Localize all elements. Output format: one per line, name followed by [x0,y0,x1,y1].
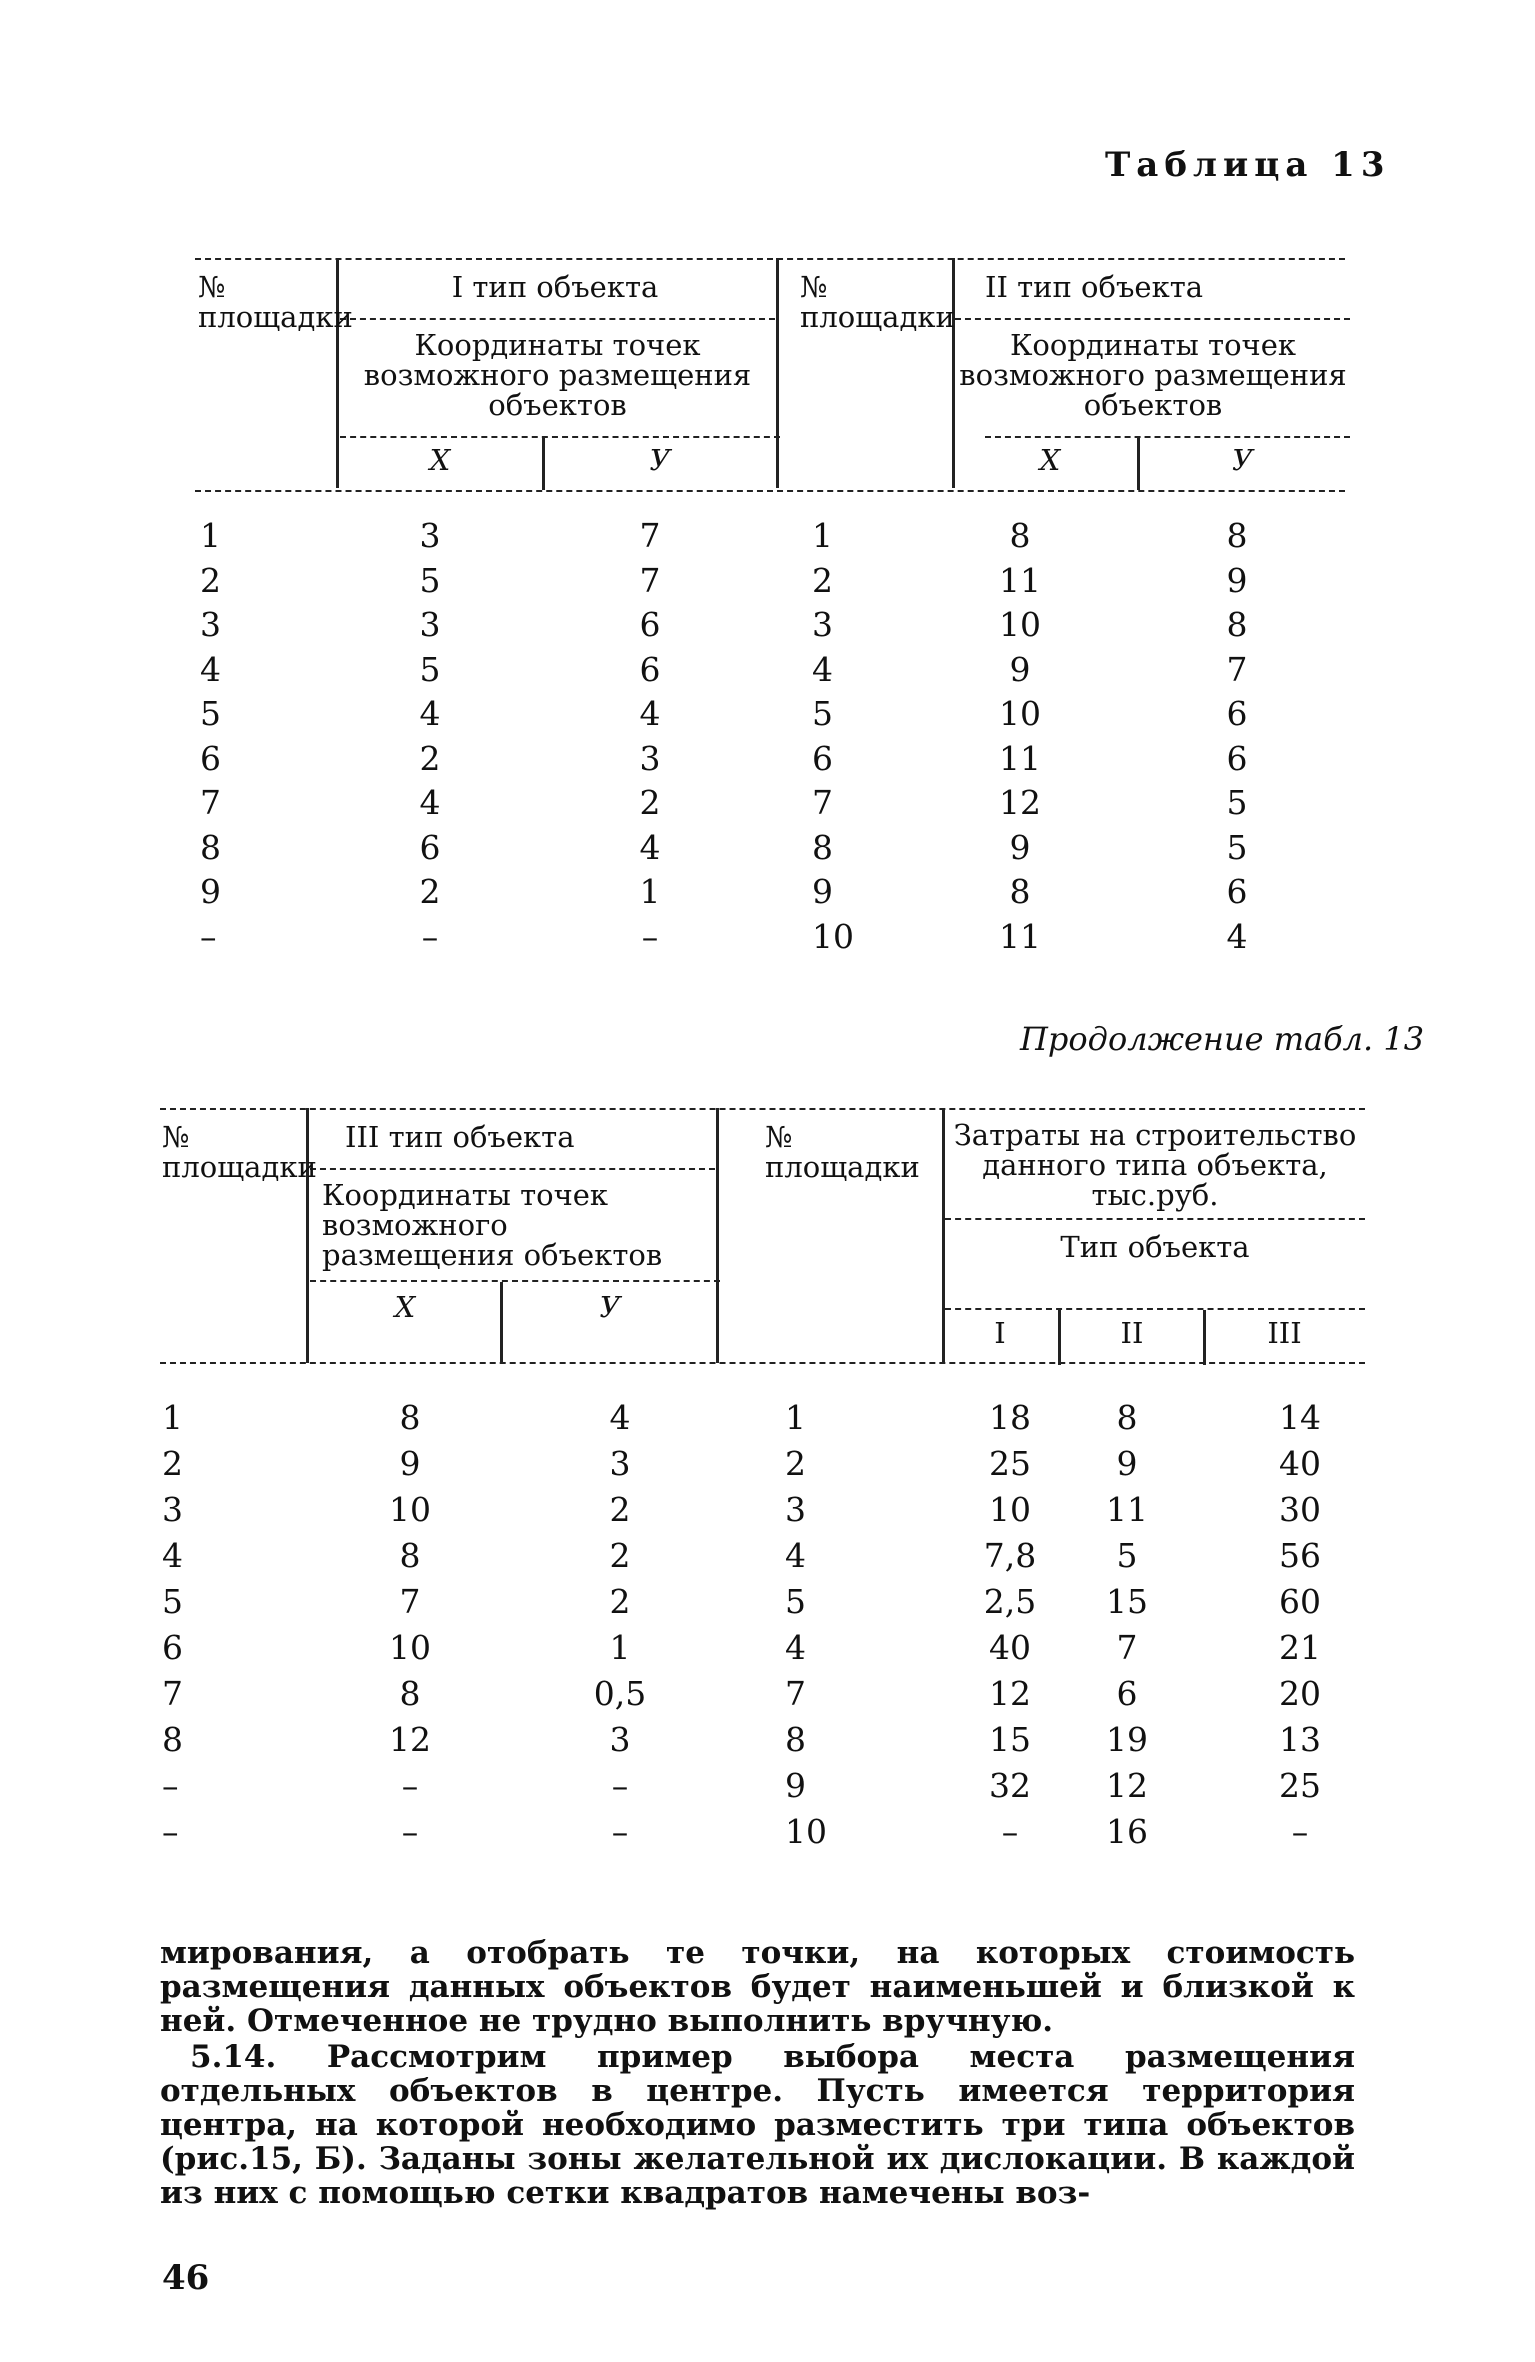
page-number: 46 [162,2258,210,2298]
table-cell: 9 [1226,560,1248,600]
table-cell: 12 [999,783,1041,822]
table-cell: 2 [200,560,221,600]
table1-header-x-ii: X [1039,443,1061,477]
table-cell: 3 [419,605,441,644]
table2-vrule-type-1 [1058,1310,1061,1365]
table-cell: – [641,916,659,956]
table-cell: 12 [989,1674,1031,1713]
table2-vrule-2 [716,1108,719,1363]
table-cell: 40 [989,1628,1031,1667]
table-cell: 56 [1279,1536,1321,1575]
table1-xy-i-rule [340,436,780,438]
table2-header-x-iii: X [394,1290,416,1324]
table-cell: 11 [999,916,1041,956]
table-cell: 1 [162,1398,183,1437]
table2-header-type-2: II [1120,1316,1144,1350]
table-cell: 12 [1106,1766,1148,1805]
table1-xy-ii-rule [985,436,1350,438]
table-cell: 2,5 [983,1582,1037,1621]
table-cell: – [162,1766,179,1805]
table-cell: 32 [989,1766,1031,1805]
table-cell: 1 [812,516,833,555]
table2-costs-rule [945,1218,1365,1220]
table-cell: 8 [399,1398,421,1437]
table-cell: 7 [639,560,661,600]
table-cell: 4 [419,783,441,822]
table-cell: 0,5 [593,1674,647,1713]
table2-xy-iii-rule [310,1280,720,1282]
table-cell: 9 [1009,827,1031,867]
table-cell: 6 [1226,738,1248,778]
table-cell: 13 [1279,1720,1321,1759]
table-cell: – [611,1812,629,1851]
table-cell: 2 [609,1536,631,1575]
table-cell: 4 [812,649,833,689]
table-cell: 4 [785,1536,806,1575]
table-cell: 8 [1009,872,1031,911]
table-cell: 9 [785,1766,806,1805]
table-cell: 7 [162,1674,183,1713]
table-cell: – [401,1766,419,1805]
table-cell: 4 [1226,916,1248,956]
table-cell: 10 [389,1628,431,1667]
table-cell: 6 [1226,694,1248,733]
table-cell: 60 [1279,1582,1321,1621]
table-cell: 19 [1106,1720,1148,1759]
table-cell: 7 [785,1674,806,1713]
table-cell: 30 [1279,1490,1321,1529]
table-cell: 12 [389,1720,431,1759]
table-cell: 11 [999,560,1041,600]
table-cell: 16 [1106,1812,1148,1851]
table2-header-type-iii: III тип объекта [345,1120,575,1154]
table-cell: 2 [609,1490,631,1529]
table2-header-site-right: № площадки [765,1120,920,1184]
table-cell: – [1291,1812,1309,1851]
table2-header-site-left: № площадки [162,1120,317,1184]
table1-header-type-i: I тип объекта [451,270,659,304]
table-cell: 3 [812,605,833,644]
table-title: Таблица 13 [1105,145,1391,185]
table-cell: 2 [162,1444,183,1483]
table-cell: 6 [419,827,441,867]
table-cell: 5 [1226,827,1248,867]
table1-header-coords-ii: Координаты точек возможного размещения объектов [959,328,1347,422]
table-cell: 8 [399,1674,421,1713]
table-cell: – [611,1766,629,1805]
table-cell: – [401,1812,419,1851]
table1-vrule-2 [776,258,779,488]
table-cell: 9 [1116,1444,1138,1483]
table-cell: 11 [1106,1490,1148,1529]
table-cell: 18 [989,1398,1031,1437]
table1-type-ii-rule [955,318,1350,320]
table-cell: 10 [999,694,1041,733]
table-cell: 7 [639,516,661,555]
table-cell: 2 [812,560,833,600]
table-cell: 4 [200,649,221,689]
table-cell: 3 [785,1490,806,1529]
table-cell: 5 [419,560,441,600]
table-cell: 9 [1009,649,1031,689]
table1-header-coords-i: Координаты точек возможного размещения объектов [363,328,752,422]
table2-top-rule [160,1108,1365,1110]
table-cell: – [421,916,439,956]
table-cell: 9 [399,1444,421,1483]
table-cell: 2 [419,872,441,911]
table-cell: 5 [419,649,441,689]
table-cell: 10 [989,1490,1031,1529]
table-cell: 5 [812,694,833,733]
table-cell: 25 [1279,1766,1321,1805]
table2-header-costs: Затраты на строительство данного типа объекта, тыс.руб. [953,1118,1357,1212]
table-cell: 8 [1116,1398,1138,1437]
table-cell: 8 [1009,516,1031,555]
table-cell: 7 [399,1582,421,1621]
table-cell: 10 [389,1490,431,1529]
table-cell: 4 [639,694,661,733]
table-cell: 10 [999,605,1041,644]
table-cell: 15 [1106,1582,1148,1621]
table-cell: 5 [785,1582,806,1621]
table-cell: 8 [200,827,221,867]
table2-type-iii-rule [310,1168,715,1170]
table-cell: 1 [609,1628,631,1667]
table2-header-object-type: Тип объекта [1060,1230,1250,1264]
table-cell: 3 [162,1490,183,1529]
table-cell: 20 [1279,1674,1321,1713]
table-cell: 7 [1116,1628,1138,1667]
table-cell: 8 [1226,605,1248,644]
table-cell: 14 [1279,1398,1321,1437]
table1-header-site-right: № площадки [800,270,955,334]
table-cell: 9 [812,872,833,911]
table-cell: 8 [399,1536,421,1575]
table-cell: 8 [1226,516,1248,555]
table1-header-y-i: У [649,443,671,477]
table-cell: 7,8 [983,1536,1037,1575]
table-cell: – [200,916,217,956]
table-cell: 5 [1116,1536,1138,1575]
table2-vrule-1 [306,1108,309,1363]
table1-vrule-1 [336,258,339,488]
paragraph-2: 5.14. Рассмотрим пример выбора места размещения отдельных объектов в центре. Пусть имеется территория центра, на которой необходимо разместить три типа объектов (рис.15, Б). Заданы зоны желательной их дислокации. В каждой из них с помощью сетки квадратов намечены воз- [160,2039,1355,2211]
table-cell: 6 [639,649,661,689]
table2-header-coords-iii: Координаты точек возможного размещения объектов [322,1178,663,1272]
table1-type-i-rule [340,318,775,320]
table-cell: 4 [785,1628,806,1667]
table-cell: 3 [200,605,221,644]
table-cell: 10 [785,1812,827,1851]
table-cell: 11 [999,738,1041,778]
table-cell: 1 [200,516,221,555]
table2-header-y-iii: У [599,1290,621,1324]
continuation-title: Продолжение табл. 13 [1020,1020,1425,1058]
table1-header-site-left: № площадки [198,270,353,334]
table-cell: – [1001,1812,1019,1851]
table-cell: 6 [1116,1674,1138,1713]
table-cell: 9 [200,872,221,911]
table1-header-x-i: X [429,443,451,477]
table1-vrule-3 [952,258,955,488]
table-cell: 5 [162,1582,183,1621]
paragraph-1: мирования, а отобрать те точки, на которых стоимость размещения данных объектов будет наименьшей и близкой к ней. Отмеченное не трудно выполнить вручную. [160,1935,1355,2039]
table-cell: 40 [1279,1444,1321,1483]
table2-header-bottom-rule [160,1362,1365,1364]
table-cell: 5 [200,694,221,733]
table-cell: 4 [419,694,441,733]
table-cell: 8 [162,1720,183,1759]
table1-top-rule [195,258,1345,260]
table-cell: 7 [1226,649,1248,689]
table-cell: 8 [785,1720,806,1759]
table-cell: 5 [1226,783,1248,822]
table-cell: 1 [639,872,661,911]
table-cell: 7 [812,783,833,822]
table-cell: 4 [639,827,661,867]
table-cell: – [162,1812,179,1851]
table-cell: 1 [785,1398,806,1437]
table2-header-type-3: III [1267,1316,1302,1350]
table2-header-type-1: I [994,1316,1006,1350]
table2-vrule-type-2 [1203,1310,1206,1365]
table-cell: 7 [200,783,221,822]
table-cell: 6 [639,605,661,644]
table-cell: 2 [609,1582,631,1621]
table2-vrule-xy-iii [500,1282,503,1364]
table-cell: 6 [812,738,833,778]
table-cell: 6 [162,1628,183,1667]
table1-header-type-ii: II тип объекта [985,270,1204,304]
table-cell: 10 [812,916,854,956]
table-cell: 25 [989,1444,1031,1483]
table-cell: 3 [419,516,441,555]
table-cell: 4 [609,1398,631,1437]
table-cell: 6 [200,738,221,778]
table-cell: 4 [162,1536,183,1575]
table-cell: 6 [1226,872,1248,911]
table-cell: 21 [1279,1628,1321,1667]
table-cell: 8 [812,827,833,867]
table-cell: 3 [639,738,661,778]
table1-header-y-ii: У [1232,443,1253,477]
table-cell: 3 [609,1444,631,1483]
table-cell: 2 [639,783,661,822]
table2-types-rule [945,1308,1365,1310]
table-cell: 2 [785,1444,806,1483]
table-cell: 15 [989,1720,1031,1759]
table-cell: 3 [609,1720,631,1759]
table-cell: 2 [419,738,441,778]
table1-header-bottom-rule [195,490,1345,492]
